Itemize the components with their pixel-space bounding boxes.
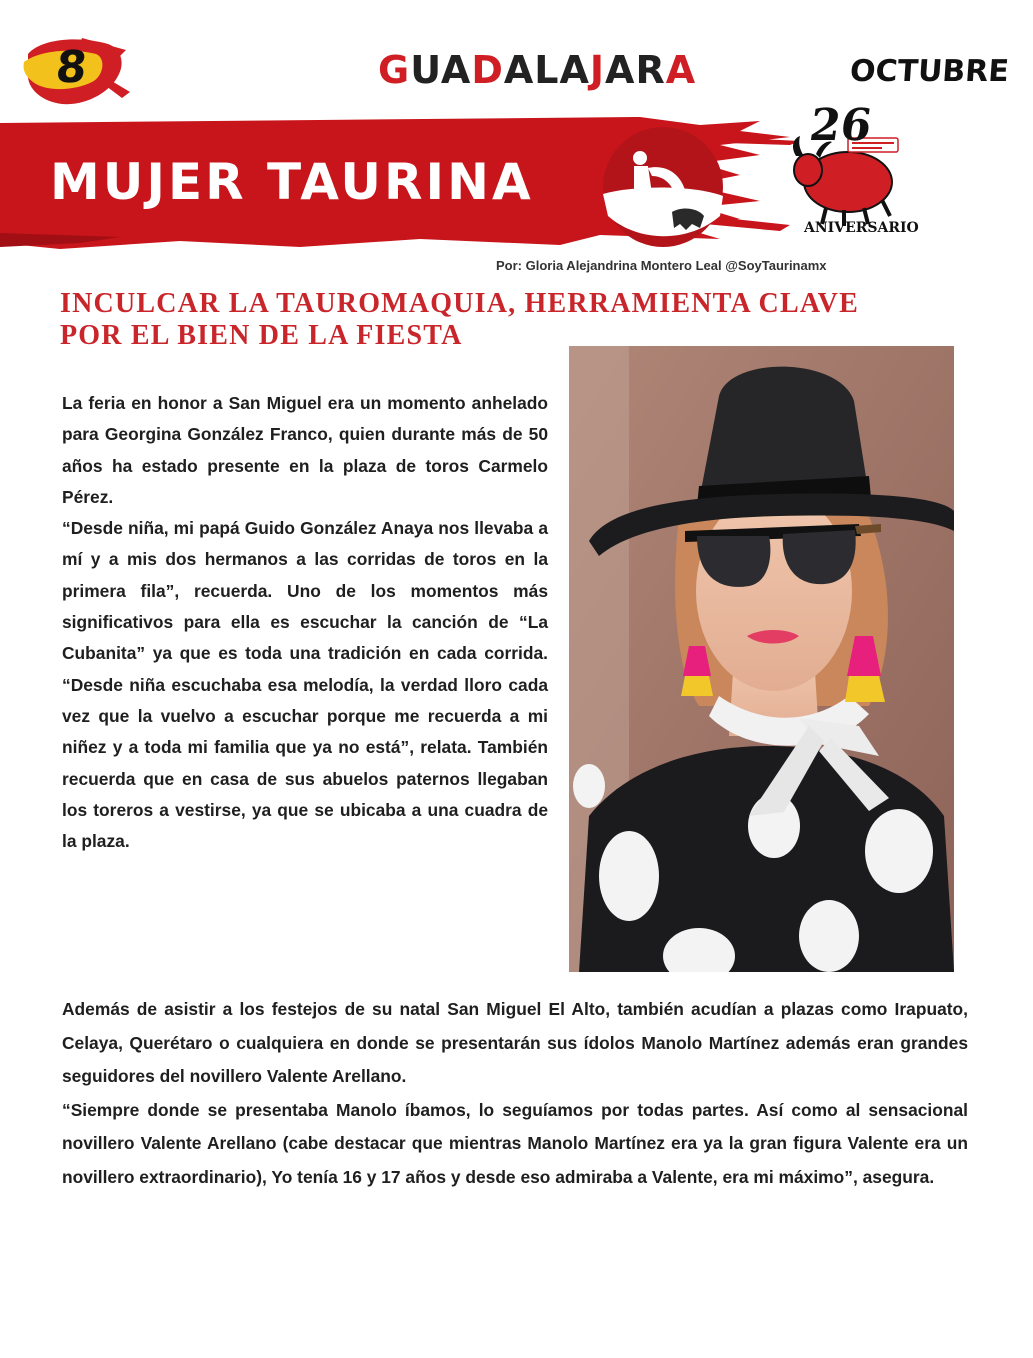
portrait-image [569, 346, 954, 972]
paragraph: “Siempre donde se presentaba Manolo íbamos, lo seguíamos por todas partes. Así como al sensacional novillero Valente Arellano (cabe destacar que mientras Manolo Martínez era ya la gran figura Valente era un novillero extraordinario), Yo tenía 16 y 17 años y desde eso admiraba a Valente, era mi máximo”, asegura. [62, 1099, 968, 1187]
byline: Por: Gloria Alejandrina Montero Leal @SoyTaurinamx [496, 258, 827, 273]
portrait-photo [569, 346, 954, 972]
paragraph: “Desde niña, mi papá Guido González Anaya nos llevaba a mí y a mis dos hermanos a las corridas de toros en la primera fila”, recuerda. Uno de los momentos más significativos para ella es escuchar la canción de “La Cubanita” ya que es toda una tradición en cada corrida. “Desde niña escuchaba esa melodía, la verdad lloro cada vez que la vuelvo a escuchar porque me recuerda a mi niñez y a toda mi familia que ya no está”, relata. También recuerda que en casa de sus abuelos paternos llegaban los toreros a vestirse, ya que se ubicaba a una cuadra de la plaza. [62, 518, 548, 852]
city-letter: D [471, 48, 504, 92]
anniversary-number: 26 [806, 100, 875, 151]
page-number-badge [22, 32, 132, 112]
city-letter: AR [605, 48, 666, 92]
section-title: MUJER TAURINA [50, 153, 534, 211]
headline-line: INCULCAR LA TAUROMAQUIA, HERRAMIENTA CLAVE [60, 288, 859, 319]
headline-line: POR EL BIEN DE LA FIESTA [60, 320, 463, 351]
article-column [62, 388, 548, 857]
matador-emblem-icon [600, 124, 726, 250]
city-letter: J [589, 48, 606, 92]
issue-month: OCTUBRE [848, 54, 1011, 89]
paragraph: Además de asistir a los festejos de su natal San Miguel El Alto, también acudían a plazas como Irapuato, Celaya, Querétaro o cualquiera en donde se presentarán sus ídolos Manolo Martínez además eran grandes seguidores del novillero Valente Arellano. [62, 999, 968, 1087]
city-title [378, 48, 696, 92]
paragraph: La feria en honor a San Miguel era un momento anhelado para Georgina González Franco, quien durante más de 50 años ha estado presente en la plaza de toros Carmelo Pérez. [62, 393, 548, 507]
city-letter: G [378, 48, 411, 92]
article-headline [60, 288, 960, 352]
city-letter: ALA [503, 48, 590, 92]
matador-emblem [600, 124, 726, 250]
city-letter: UA [410, 48, 472, 92]
page-number: 8 [53, 42, 90, 93]
article-continuation [62, 993, 968, 1195]
anniversary-logo [786, 100, 919, 240]
city-letter: A [665, 48, 697, 92]
anniversary-label: ANIVERSARIO [804, 220, 919, 236]
